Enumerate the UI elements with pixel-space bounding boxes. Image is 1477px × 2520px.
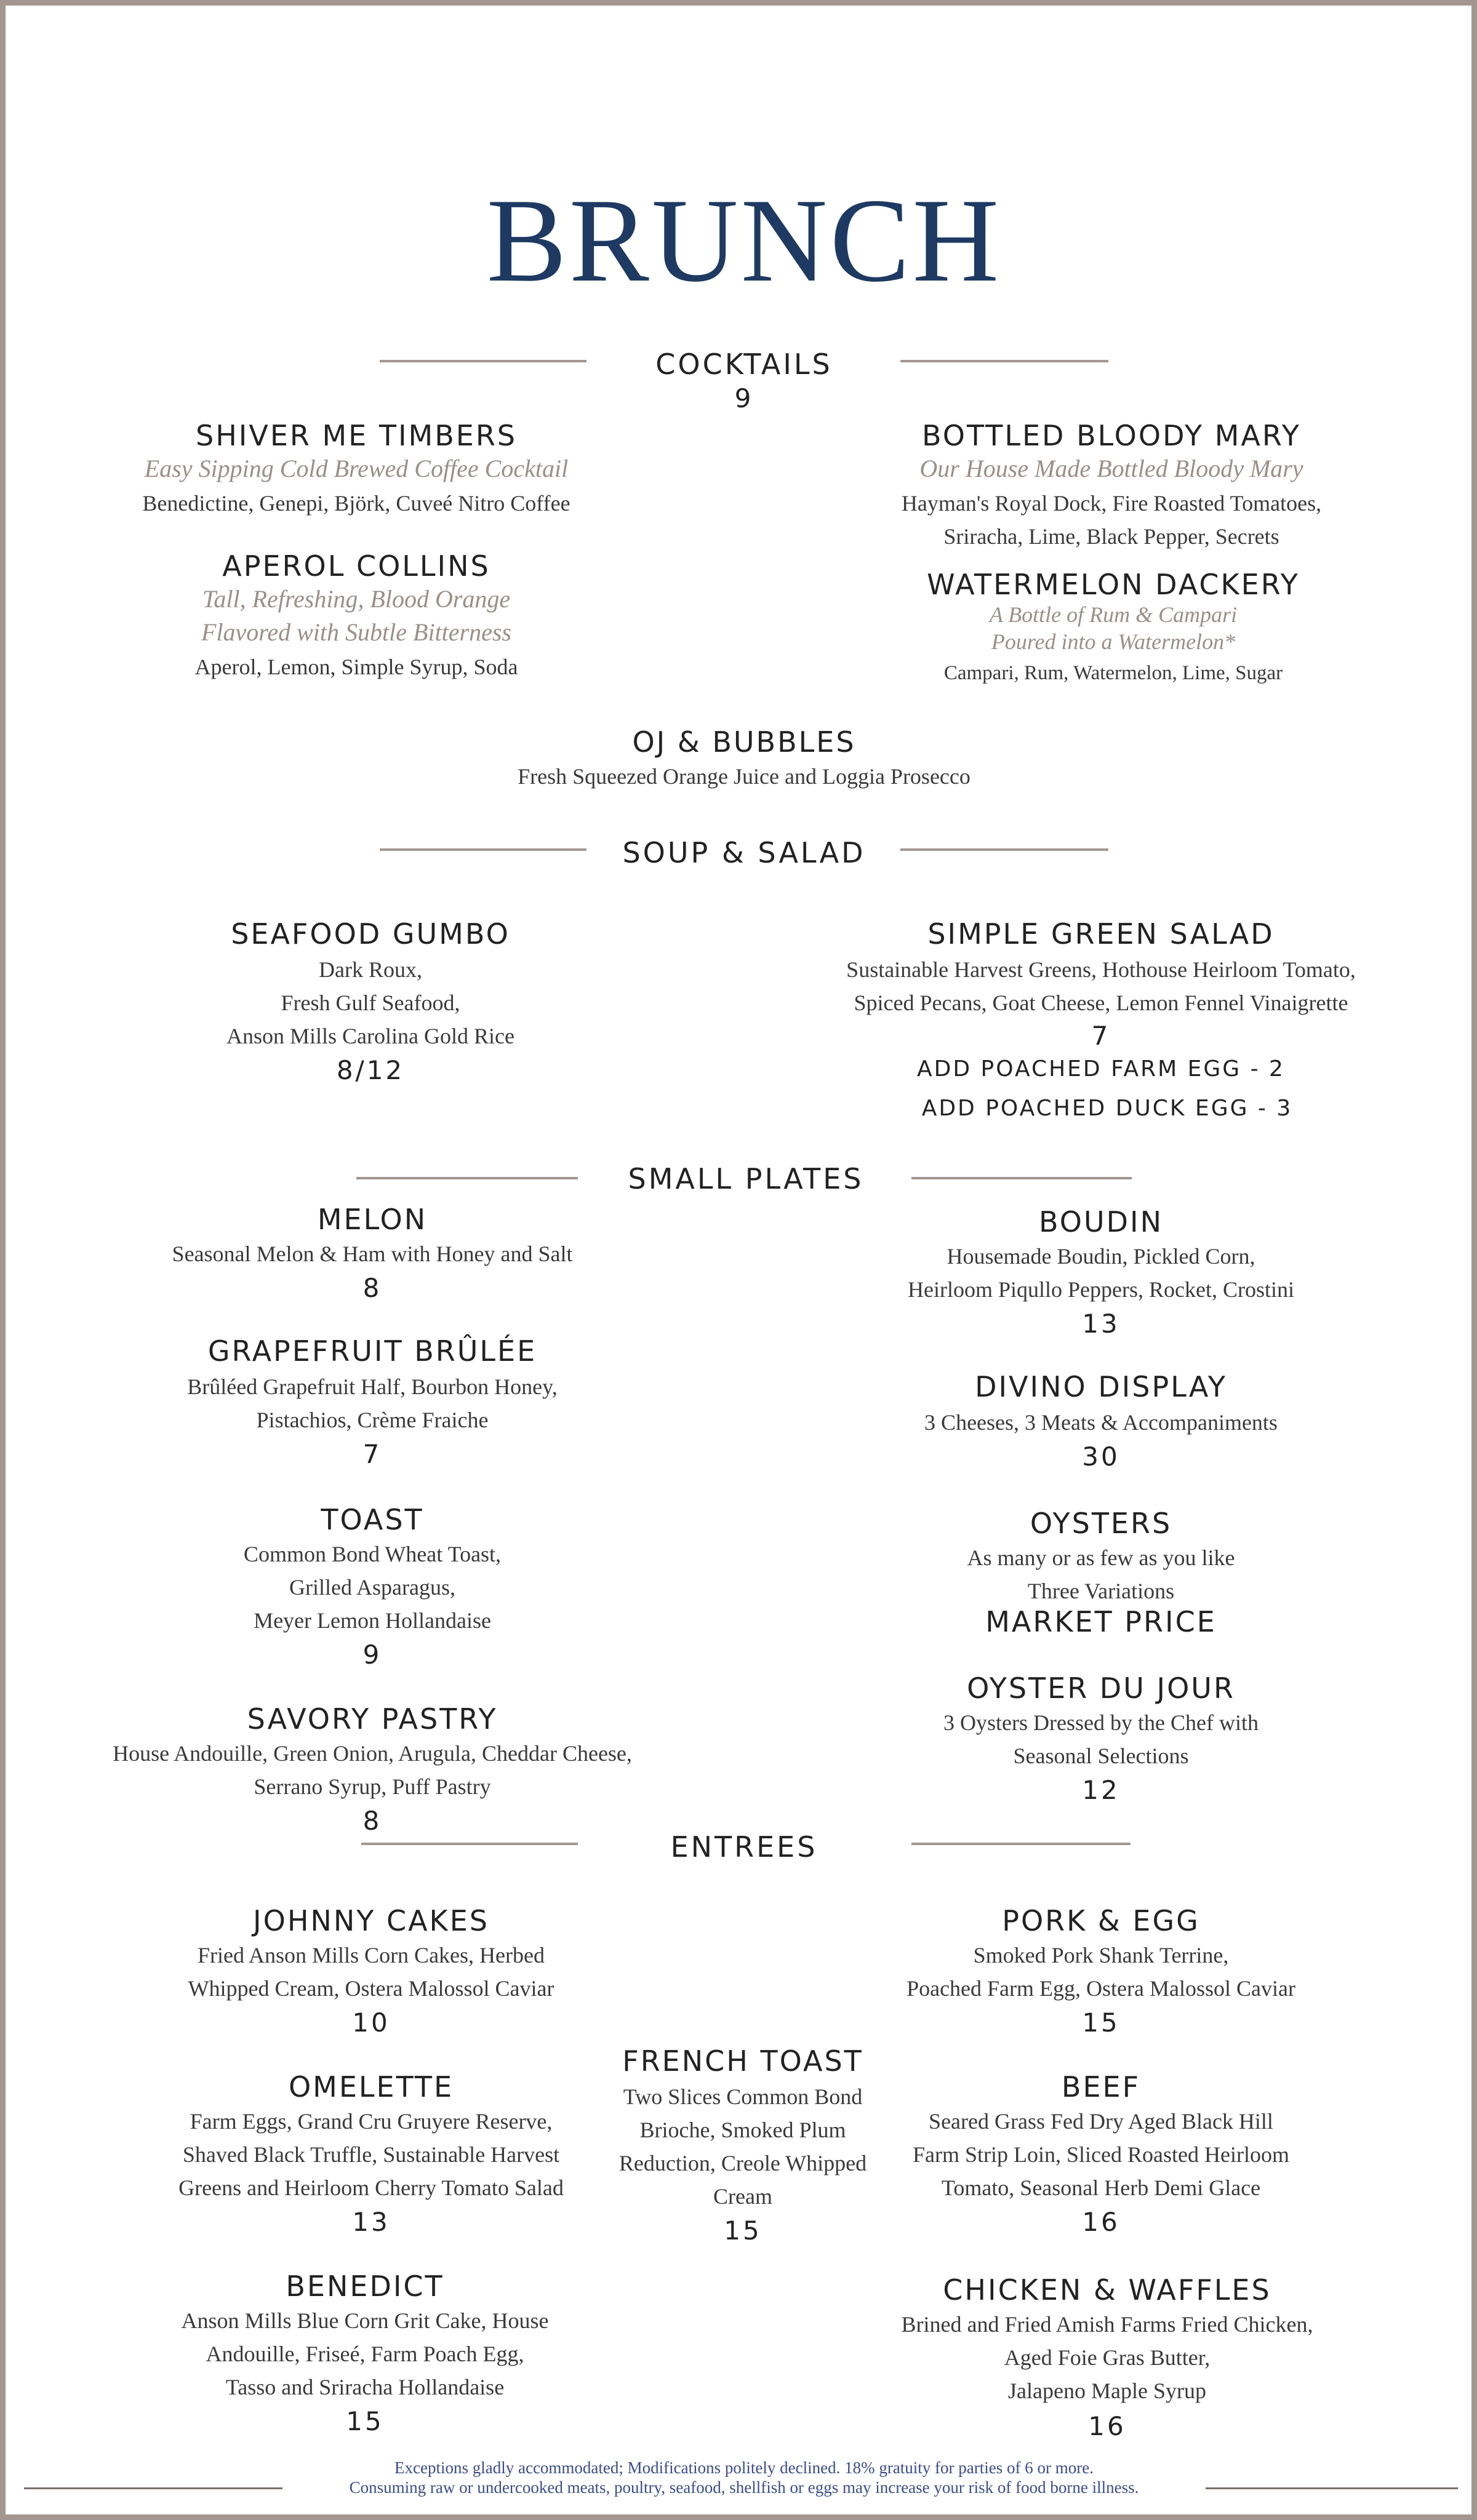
item-description: Fried Anson Mills Corn Cakes, Herbed [198, 1943, 545, 1968]
item-description: Seasonal Melon & Ham with Honey and Salt [172, 1242, 573, 1266]
item-name: SEAFOOD GUMBO [231, 917, 510, 951]
item-description: Brined and Fried Amish Farms Fried Chicken, [901, 2312, 1313, 2337]
item-description: Spiced Pecans, Goat Cheese, Lemon Fennel Vinaigrette [854, 991, 1348, 1015]
item-description: Benedictine, Genepi, Björk, Cuveé Nitro Coffee [142, 491, 570, 516]
item-name: DIVINO DISPLAY [975, 1370, 1227, 1403]
cocktails-price: 9 [734, 383, 754, 413]
item-tagline: Tall, Refreshing, Blood Orange [202, 585, 511, 613]
item-price: 9 [362, 1640, 382, 1670]
item-description: As many or as few as you like [967, 1545, 1235, 1570]
item-name: JOHNNY CAKES [253, 1904, 489, 1937]
item-price: 8 [362, 1273, 382, 1303]
item-description: Reduction, Creole Whipped [618, 2151, 867, 2175]
item-tagline: Flavored with Subtle Bitterness [201, 618, 512, 646]
item-name: OYSTER DU JOUR [967, 1672, 1235, 1705]
item-description: Greens and Heirloom Cherry Tomato Salad [178, 2175, 564, 2200]
item-description: House Andouille, Green Onion, Arugula, Cheddar Cheese, [113, 1741, 632, 1766]
item-description: Anson Mills Blue Corn Grit Cake, House [181, 2308, 549, 2333]
item-description: Poached Farm Egg, Ostera Malossol Caviar [907, 1976, 1295, 2001]
item-description: Three Variations [1027, 1579, 1175, 1603]
footer-policy: Exceptions gladly accommodated; Modifications politely declined. 18% gratuity for parties of 6 or more. [394, 2458, 1094, 2477]
item-name: BENEDICT [286, 2270, 444, 2303]
item-addon: ADD POACHED DUCK EGG - 3 [921, 1096, 1293, 1121]
item-description: Sustainable Harvest Greens, Hothouse Heirloom Tomato, [846, 957, 1356, 982]
item-name: TOAST [321, 1503, 424, 1536]
item-price: 16 [1082, 2207, 1120, 2237]
item-name: OJ & BUBBLES [632, 725, 856, 759]
item-price: 12 [1082, 1775, 1120, 1805]
item-price: 15 [346, 2406, 384, 2436]
section-header-small-plates: SMALL PLATES [628, 1162, 864, 1195]
item-description: Two Slices Common Bond [623, 2084, 863, 2109]
item-tagline: Our House Made Bottled Bloody Mary [919, 455, 1303, 482]
item-description: Dark Roux, [319, 957, 422, 982]
section-divider [356, 1177, 578, 1179]
item-description: Tasso and Sriracha Hollandaise [225, 2375, 505, 2399]
item-price: 7 [362, 1439, 382, 1469]
item-description: Farm Eggs, Grand Cru Gruyere Reserve, [190, 2109, 553, 2134]
item-description: Jalapeno Maple Syrup [1008, 2378, 1206, 2403]
section-divider [380, 848, 586, 851]
item-description: Brioche, Smoked Plum [639, 2118, 846, 2142]
item-price: 16 [1088, 2411, 1126, 2441]
item-description: Farm Strip Loin, Sliced Roasted Heirloom [913, 2142, 1289, 2167]
item-price: 8 [362, 1806, 382, 1836]
item-name: MELON [317, 1203, 428, 1236]
item-description: Brûléed Grapefruit Half, Bourbon Honey, [187, 1374, 558, 1399]
item-description: Fresh Squeezed Orange Juice and Loggia Prosecco [518, 764, 971, 789]
item-description: Anson Mills Carolina Gold Rice [226, 1024, 514, 1048]
item-name: BOUDIN [1038, 1205, 1164, 1238]
section-divider [911, 1843, 1131, 1845]
item-name: WATERMELON DACKERY [927, 568, 1300, 601]
item-description: Aperol, Lemon, Simple Syrup, Soda [194, 655, 518, 679]
item-name: SHIVER ME TIMBERS [196, 419, 517, 452]
item-description: Common Bond Wheat Toast, [243, 1542, 502, 1566]
item-addon: ADD POACHED FARM EGG - 2 [917, 1056, 1285, 1082]
menu-title: BRUNCH [486, 174, 1002, 307]
section-divider [361, 1843, 578, 1845]
section-divider [900, 360, 1108, 362]
item-description: Whipped Cream, Ostera Malossol Caviar [188, 1976, 554, 2001]
item-description: Andouille, Friseé, Farm Poach Egg, [206, 2342, 524, 2366]
item-description: Aged Foie Gras Butter, [1004, 2345, 1211, 2370]
item-name: APEROL COLLINS [222, 549, 490, 583]
item-name: PORK & EGG [1002, 1904, 1200, 1937]
section-header-soup-salad: SOUP & SALAD [622, 836, 866, 869]
item-name: BOTTLED BLOODY MARY [922, 419, 1301, 452]
item-description: Pistachios, Crème Fraiche [256, 1408, 489, 1432]
item-price: 15 [724, 2215, 762, 2246]
section-divider [380, 360, 586, 362]
item-description: Serrano Syrup, Puff Pastry [254, 1774, 491, 1799]
item-description: Meyer Lemon Hollandaise [254, 1608, 491, 1633]
item-description: Grilled Asparagus, [289, 1575, 455, 1600]
item-description: Sriracha, Lime, Black Pepper, Secrets [943, 524, 1279, 549]
item-price: 15 [1082, 2008, 1120, 2038]
item-name: FRENCH TOAST [622, 2044, 863, 2078]
footer-divider [1206, 2487, 1458, 2489]
item-name: GRAPEFRUIT BRÛLÉE [207, 1334, 537, 1368]
item-description: Heirloom Piqullo Peppers, Rocket, Crostini [908, 1277, 1294, 1302]
section-divider [911, 1177, 1132, 1179]
item-price: 13 [1082, 1309, 1120, 1339]
item-price: MARKET PRICE [985, 1605, 1217, 1638]
item-price: 10 [352, 2008, 390, 2038]
item-tagline: Poured into a Watermelon* [991, 629, 1236, 654]
item-description: Hayman's Royal Dock, Fire Roasted Tomatoes, [901, 491, 1322, 516]
item-description: Campari, Rum, Watermelon, Lime, Sugar [943, 662, 1283, 684]
item-tagline: A Bottle of Rum & Campari [989, 602, 1238, 627]
item-price: 30 [1082, 1441, 1120, 1472]
item-description: Fresh Gulf Seafood, [281, 991, 460, 1015]
item-price: 7 [1091, 1021, 1111, 1051]
section-header-cocktails: COCKTAILS [655, 348, 833, 381]
item-name: OMELETTE [288, 2070, 454, 2103]
footer-divider [24, 2487, 282, 2489]
item-name: BEEF [1061, 2070, 1141, 2103]
item-description: 3 Cheeses, 3 Meats & Accompaniments [924, 1410, 1278, 1435]
item-name: CHICKEN & WAFFLES [943, 2273, 1271, 2307]
item-description: Smoked Pork Shank Terrine, [973, 1943, 1229, 1968]
item-name: SAVORY PASTRY [247, 1702, 498, 1736]
item-description: Tomato, Seasonal Herb Demi Glace [941, 2175, 1261, 2200]
item-price: 8/12 [336, 1055, 405, 1085]
section-header-entrees: ENTREES [670, 1830, 818, 1864]
item-description: Housemade Boudin, Pickled Corn, [947, 1244, 1255, 1269]
item-description: Cream [713, 2184, 772, 2209]
item-name: SIMPLE GREEN SALAD [927, 917, 1275, 951]
item-description: Shaved Black Truffle, Sustainable Harvest [182, 2142, 560, 2167]
footer-disclaimer: Consuming raw or undercooked meats, poultry, seafood, shellfish or eggs may increase your risk of food borne illness. [349, 2478, 1139, 2497]
item-price: 13 [352, 2207, 390, 2237]
item-name: OYSTERS [1030, 1507, 1172, 1540]
section-divider [900, 848, 1108, 851]
item-description: 3 Oysters Dressed by the Chef with [943, 1710, 1259, 1735]
item-description: Seasonal Selections [1013, 1744, 1189, 1768]
item-tagline: Easy Sipping Cold Brewed Coffee Cocktail [144, 455, 569, 482]
item-description: Seared Grass Fed Dry Aged Black Hill [929, 2109, 1273, 2134]
